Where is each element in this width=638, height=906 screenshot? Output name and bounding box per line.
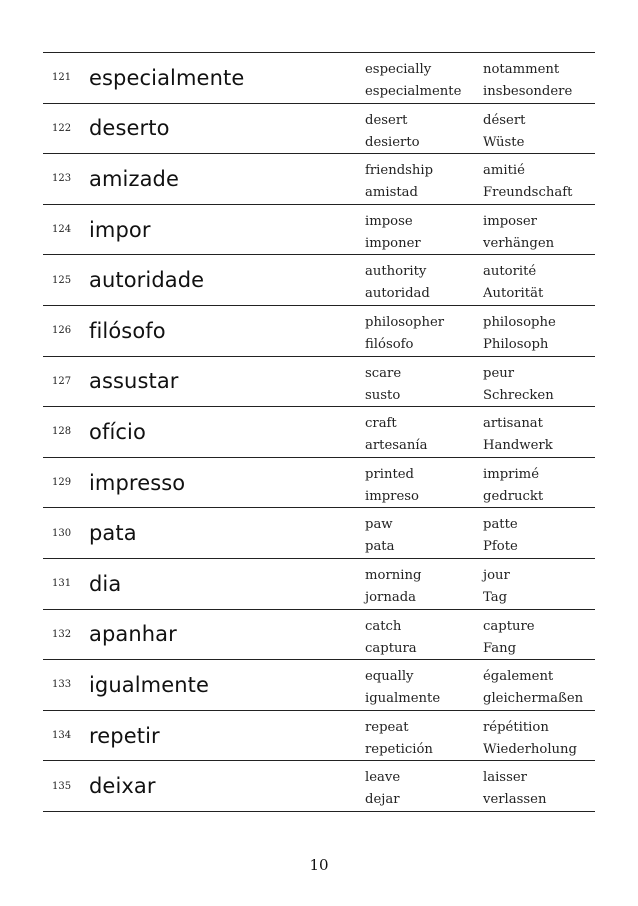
french-german-column [483, 666, 583, 710]
english-spanish-column [365, 616, 417, 660]
english-spanish-column [365, 363, 401, 407]
portuguese-word: repetir [89, 723, 160, 748]
portuguese-word: amizade [89, 166, 180, 191]
french-translation: répétition [483, 719, 549, 735]
english-spanish-column [365, 514, 394, 558]
spanish-translation: repetición [365, 741, 433, 757]
spanish-translation: amistad [365, 185, 418, 201]
french-translation: amitié [483, 163, 525, 179]
english-translation: scare [365, 365, 402, 381]
english-spanish-column [365, 565, 421, 609]
english-translation: philosopher [365, 314, 445, 330]
english-translation: impose [365, 213, 413, 229]
spanish-translation: susto [365, 387, 401, 403]
french-translation: autorité [483, 264, 537, 280]
table-row [43, 53, 595, 104]
table-row [43, 761, 595, 812]
french-translation: également [483, 669, 554, 685]
english-spanish-column [365, 261, 430, 305]
french-german-column [483, 616, 535, 660]
english-translation: printed [365, 466, 415, 482]
portuguese-word: deixar [89, 774, 156, 799]
french-german-column [483, 312, 556, 356]
german-translation: gleichermaßen [483, 691, 584, 707]
entry-number: 129 [52, 477, 72, 489]
portuguese-word: apanhar [89, 622, 177, 647]
english-spanish-column [365, 59, 461, 103]
table-row [43, 711, 595, 762]
german-translation: Fang [483, 640, 517, 656]
entry-number: 134 [52, 730, 72, 742]
table-row [43, 205, 595, 256]
french-german-column [483, 363, 554, 407]
english-translation: catch [365, 618, 402, 634]
english-spanish-column [365, 413, 427, 457]
french-translation: philosophe [483, 314, 556, 330]
table-row [43, 458, 595, 509]
portuguese-word: igualmente [89, 672, 210, 697]
french-translation: notamment [483, 62, 560, 77]
french-german-column [483, 160, 572, 204]
spanish-translation: filósofo [365, 336, 414, 352]
spanish-translation: pata [365, 539, 395, 555]
german-translation: insbesondere [483, 84, 573, 99]
french-translation: jour [483, 567, 510, 583]
french-german-column [483, 211, 554, 255]
table-row [43, 104, 595, 155]
french-translation: imprimé [483, 466, 539, 482]
entry-number: 130 [52, 527, 72, 539]
table-row [43, 660, 595, 711]
french-translation: peur [483, 365, 515, 381]
entry-number: 125 [52, 274, 72, 286]
french-german-column [483, 261, 543, 305]
portuguese-word: filósofo [89, 318, 166, 343]
english-translation: paw [365, 517, 393, 533]
french-translation: patte [483, 517, 518, 533]
english-translation: repeat [365, 719, 409, 735]
french-translation: imposer [483, 213, 537, 229]
portuguese-word: especialmente [89, 65, 245, 90]
spanish-translation: dejar [365, 792, 400, 808]
entry-number: 126 [52, 325, 72, 337]
table-row [43, 508, 595, 559]
german-translation: gedruckt [483, 488, 544, 504]
german-translation: Handwerk [483, 438, 553, 454]
spanish-translation: captura [365, 640, 417, 656]
english-spanish-column [365, 211, 421, 255]
english-spanish-column [365, 312, 444, 356]
english-translation: especially [365, 62, 432, 77]
german-translation: Wüste [483, 134, 525, 150]
portuguese-word: dia [89, 571, 122, 596]
entry-number: 121 [52, 72, 72, 84]
spanish-translation: imponer [365, 235, 421, 251]
entry-number: 124 [52, 224, 72, 236]
german-translation: Schrecken [483, 387, 554, 403]
entry-number: 127 [52, 375, 72, 387]
portuguese-word: pata [89, 521, 137, 546]
french-german-column [483, 767, 546, 811]
english-translation: equally [365, 669, 414, 685]
english-spanish-column [365, 767, 400, 811]
entry-number: 133 [52, 679, 72, 691]
english-spanish-column [365, 110, 420, 154]
spanish-translation: impreso [365, 488, 419, 504]
portuguese-word: impresso [89, 470, 186, 495]
table-row [43, 559, 595, 610]
english-spanish-column [365, 666, 440, 710]
german-translation: Pfote [483, 539, 518, 555]
french-german-column [483, 464, 543, 508]
french-translation: capture [483, 618, 535, 634]
entry-number: 131 [52, 578, 72, 590]
french-translation: désert [483, 112, 526, 128]
entry-number: 123 [52, 173, 72, 185]
spanish-translation: igualmente [365, 691, 441, 707]
english-translation: friendship [365, 163, 434, 179]
english-spanish-column [365, 717, 433, 761]
table-row [43, 610, 595, 661]
table-row [43, 407, 595, 458]
german-translation: verlassen [483, 792, 547, 808]
german-translation: Freundschaft [483, 185, 573, 201]
german-translation: verhängen [483, 235, 555, 251]
english-spanish-column [365, 464, 419, 508]
vocabulary-table [43, 52, 595, 812]
spanish-translation: especialmente [365, 84, 462, 99]
entry-number: 122 [52, 122, 72, 134]
spanish-translation: artesanía [365, 438, 428, 454]
portuguese-word: ofício [89, 419, 146, 444]
spanish-translation: autoridad [365, 286, 430, 302]
french-german-column [483, 413, 553, 457]
french-translation: laisser [483, 770, 527, 786]
french-german-column [483, 59, 572, 103]
german-translation: Philosoph [483, 336, 549, 352]
french-german-column [483, 565, 510, 609]
english-spanish-column [365, 160, 433, 204]
german-translation: Autorität [483, 286, 544, 302]
table-row [43, 255, 595, 306]
spanish-translation: desierto [365, 134, 420, 150]
french-translation: artisanat [483, 416, 543, 432]
page-number: 10 [309, 856, 329, 874]
english-translation: desert [365, 112, 408, 128]
table-row [43, 154, 595, 205]
portuguese-word: deserto [89, 116, 170, 141]
french-german-column [483, 717, 577, 761]
french-german-column [483, 514, 518, 558]
english-translation: leave [365, 770, 401, 786]
portuguese-word: assustar [89, 369, 179, 394]
german-translation: Tag [483, 589, 508, 605]
entry-number: 132 [52, 628, 72, 640]
english-translation: craft [365, 416, 397, 432]
entry-number: 135 [52, 780, 72, 792]
table-row [43, 357, 595, 408]
english-translation: morning [365, 567, 422, 583]
table-row [43, 306, 595, 357]
english-translation: authority [365, 264, 427, 280]
entry-number: 128 [52, 426, 72, 438]
german-translation: Wiederholung [483, 741, 577, 757]
portuguese-word: autoridade [89, 268, 205, 293]
portuguese-word: impor [89, 217, 151, 242]
spanish-translation: jornada [365, 589, 416, 605]
french-german-column [483, 110, 525, 154]
